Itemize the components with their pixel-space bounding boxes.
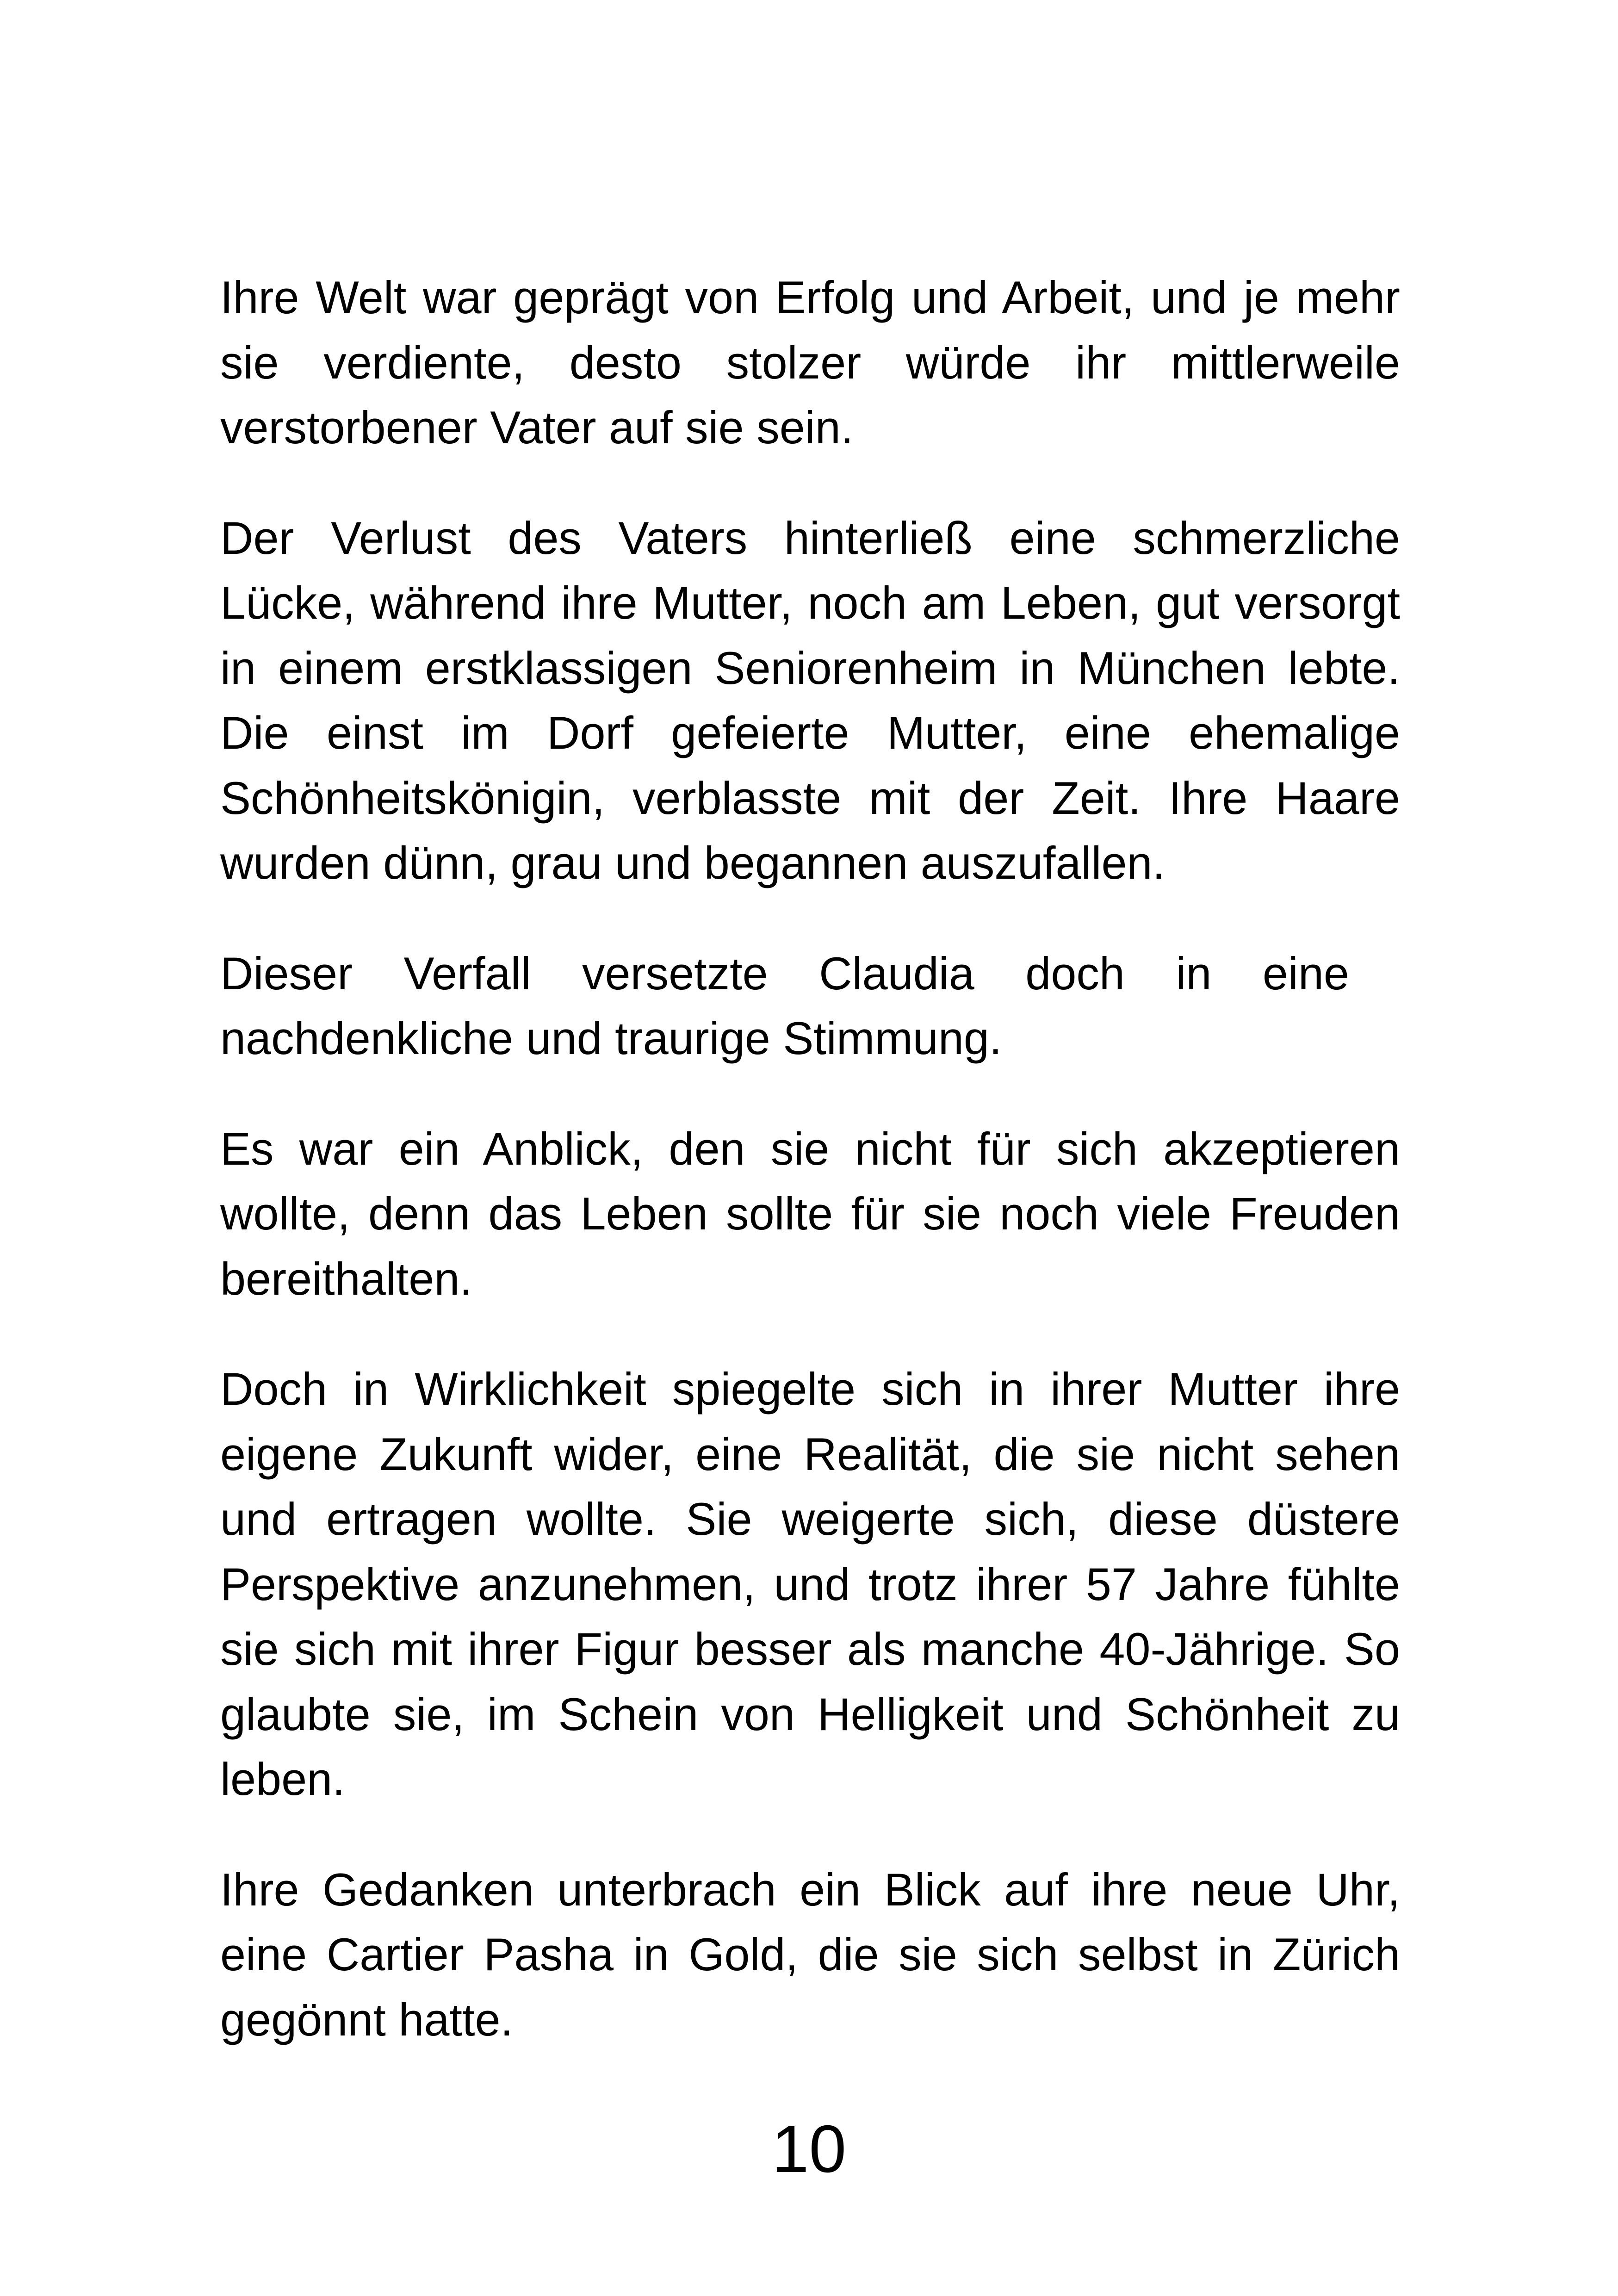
text-line: Die einst im Dorf gefeierte Mutter, eine ehemalige: [220, 707, 1400, 758]
text-line: eigene Zukunft wider, eine Realität, die sie nicht sehen: [220, 1428, 1400, 1480]
text-line: Perspektive anzunehmen, und trotz ihrer 57 Jahre fühlte: [220, 1558, 1400, 1610]
paragraph: [220, 941, 1400, 1071]
text-line: gegönnt hatte.: [220, 1993, 514, 2045]
text-line: Schönheitskönigin, verblasste mit der Zeit. Ihre Haare: [220, 772, 1400, 824]
text-line: und ertragen wollte. Sie weigerte sich, diese düstere: [220, 1493, 1400, 1545]
text-line: eine Cartier Pasha in Gold, die sie sich selbst in Zürich: [220, 1929, 1400, 1980]
text-line: leben.: [220, 1753, 345, 1805]
text-line: in einem erstklassigen Seniorenheim in München lebte.: [220, 642, 1400, 694]
body-text: [220, 265, 1400, 2052]
text-line: bereithalten.: [220, 1253, 472, 1304]
text-line: sie verdiente, desto stolzer würde ihr mittlerweile: [220, 336, 1400, 388]
text-line: sie sich mit ihrer Figur besser als manche 40-Jährige. So: [220, 1623, 1400, 1675]
paragraph: [220, 1117, 1400, 1312]
text-line: wollte, denn das Leben sollte für sie noch viele Freuden: [220, 1188, 1400, 1239]
text-line: verstorbener Vater auf sie sein.: [220, 402, 854, 453]
text-line: glaubte sie, im Schein von Helligkeit und Schönheit zu: [220, 1688, 1400, 1740]
text-line: wurden dünn, grau und begannen auszufallen.: [220, 837, 1165, 888]
text-line: Lücke, während ihre Mutter, noch am Leben, gut versorgt: [220, 577, 1400, 628]
paragraph: [220, 1357, 1400, 1812]
text-line: Doch in Wirklichkeit spiegelte sich in ihrer Mutter ihre: [220, 1363, 1400, 1415]
paragraph: [220, 506, 1400, 896]
text-line: Ihre Gedanken unterbrach ein Blick auf ihre neue Uhr,: [220, 1863, 1400, 1915]
text-line: nachdenkliche und traurige Stimmung.: [220, 1012, 1002, 1064]
text-line: Ihre Welt war geprägt von Erfolg und Arbeit, und je mehr: [220, 272, 1400, 323]
paragraph: [220, 265, 1400, 460]
text-line: Der Verlust des Vaters hinterließ eine schmerzliche: [220, 512, 1400, 564]
page-number: 10: [771, 2111, 847, 2186]
text-line: Es war ein Anblick, den sie nicht für sich akzeptieren: [220, 1123, 1400, 1174]
paragraph: [220, 1857, 1400, 2053]
text-line: Dieser Verfall versetzte Claudia doch in eine: [220, 947, 1349, 999]
